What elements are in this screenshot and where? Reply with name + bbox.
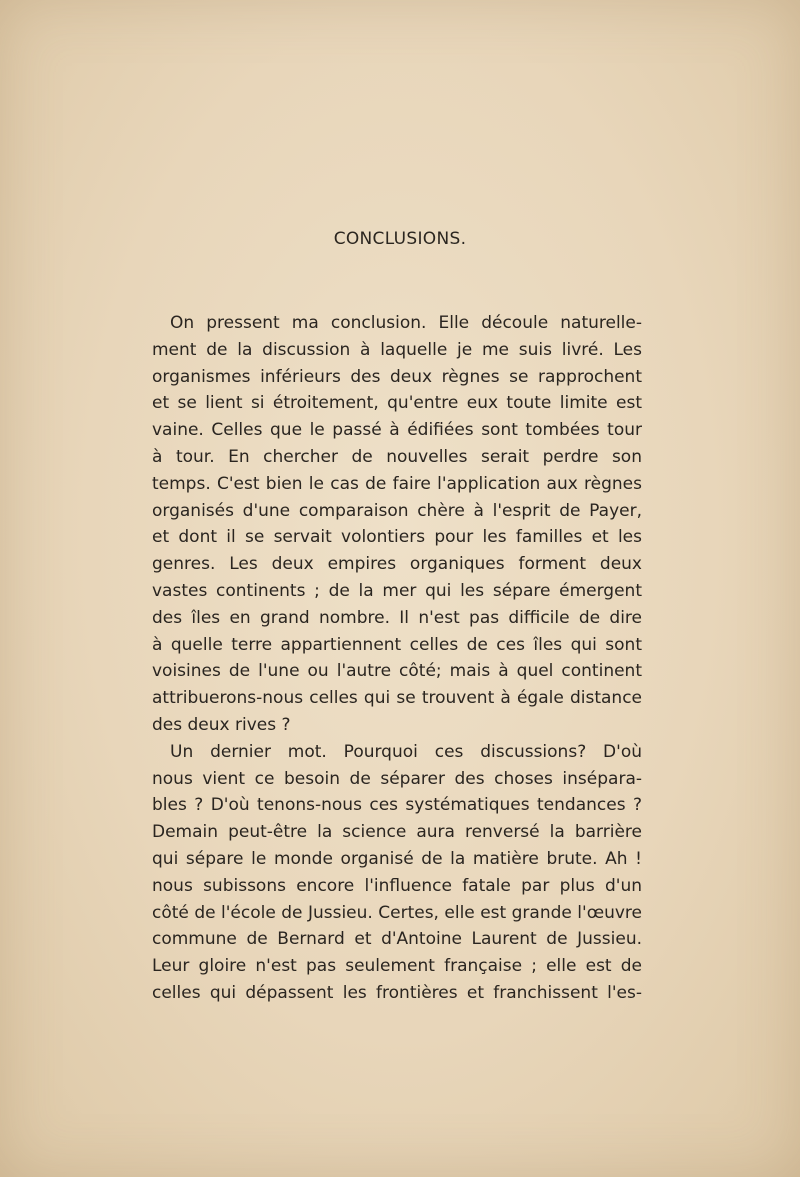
text-line: vastes continents ; de la mer qui les sépare émergent bbox=[152, 580, 642, 601]
text-line: qui sépare le monde organisé de la matière brute. Ah ! bbox=[152, 848, 642, 869]
text-line: organisés d'une comparaison chère à l'esprit de Payer, bbox=[152, 500, 642, 521]
text-line: Demain peut-être la science aura renversé la barrière bbox=[152, 822, 642, 843]
text-line: voisines de l'une ou l'autre côté; mais à quel continent bbox=[152, 661, 642, 682]
page-title: CONCLUSIONS. bbox=[333, 229, 467, 249]
text-line: nous subissons encore l'influence fatale par plus d'un bbox=[152, 875, 642, 896]
text-line: nous vient ce besoin de séparer des choses insépara- bbox=[152, 768, 642, 789]
text-line: bles ? D'où tenons-nous ces systématiques tendances ? bbox=[152, 795, 642, 816]
text-line: attribuerons-nous celles qui se trouvent à égale distance bbox=[152, 688, 642, 709]
text-line: Un dernier mot. Pourquoi ces discussions? D'où bbox=[170, 741, 642, 762]
text-line: commune de Bernard et d'Antoine Laurent de Jussieu. bbox=[152, 929, 642, 950]
text-line: et dont il se servait volontiers pour les familles et les bbox=[152, 527, 642, 548]
text-line: vaine. Celles que le passé à édifiées sont tombées tour bbox=[152, 420, 642, 441]
text-line: On pressent ma conclusion. Elle découle naturelle- bbox=[170, 313, 642, 333]
text-line: des deux rives ? bbox=[152, 714, 291, 735]
body-text bbox=[152, 310, 642, 1007]
text-line: organismes inférieurs des deux règnes se rapprochent bbox=[152, 366, 642, 387]
text-line: à tour. En chercher de nouvelles serait perdre son bbox=[152, 446, 642, 467]
text-line: genres. Les deux empires organiques forment deux bbox=[152, 554, 642, 575]
text-line: celles qui dépassent les frontières et franchissent l'es- bbox=[152, 982, 642, 1003]
text-line: ment de la discussion à laquelle je me suis livré. Les bbox=[152, 339, 642, 360]
text-line: Leur gloire n'est pas seulement française ; elle est de bbox=[152, 956, 642, 977]
text-line: temps. C'est bien le cas de faire l'application aux règnes bbox=[152, 473, 642, 494]
text-line: et se lient si étroitement, qu'entre eux toute limite est bbox=[152, 393, 642, 414]
text-line: côté de l'école de Jussieu. Certes, elle est grande l'œuvre bbox=[152, 902, 642, 923]
text-line: à quelle terre appartiennent celles de ces îles qui sont bbox=[152, 634, 642, 655]
text-line: des îles en grand nombre. Il n'est pas difficile de dire bbox=[152, 607, 642, 628]
